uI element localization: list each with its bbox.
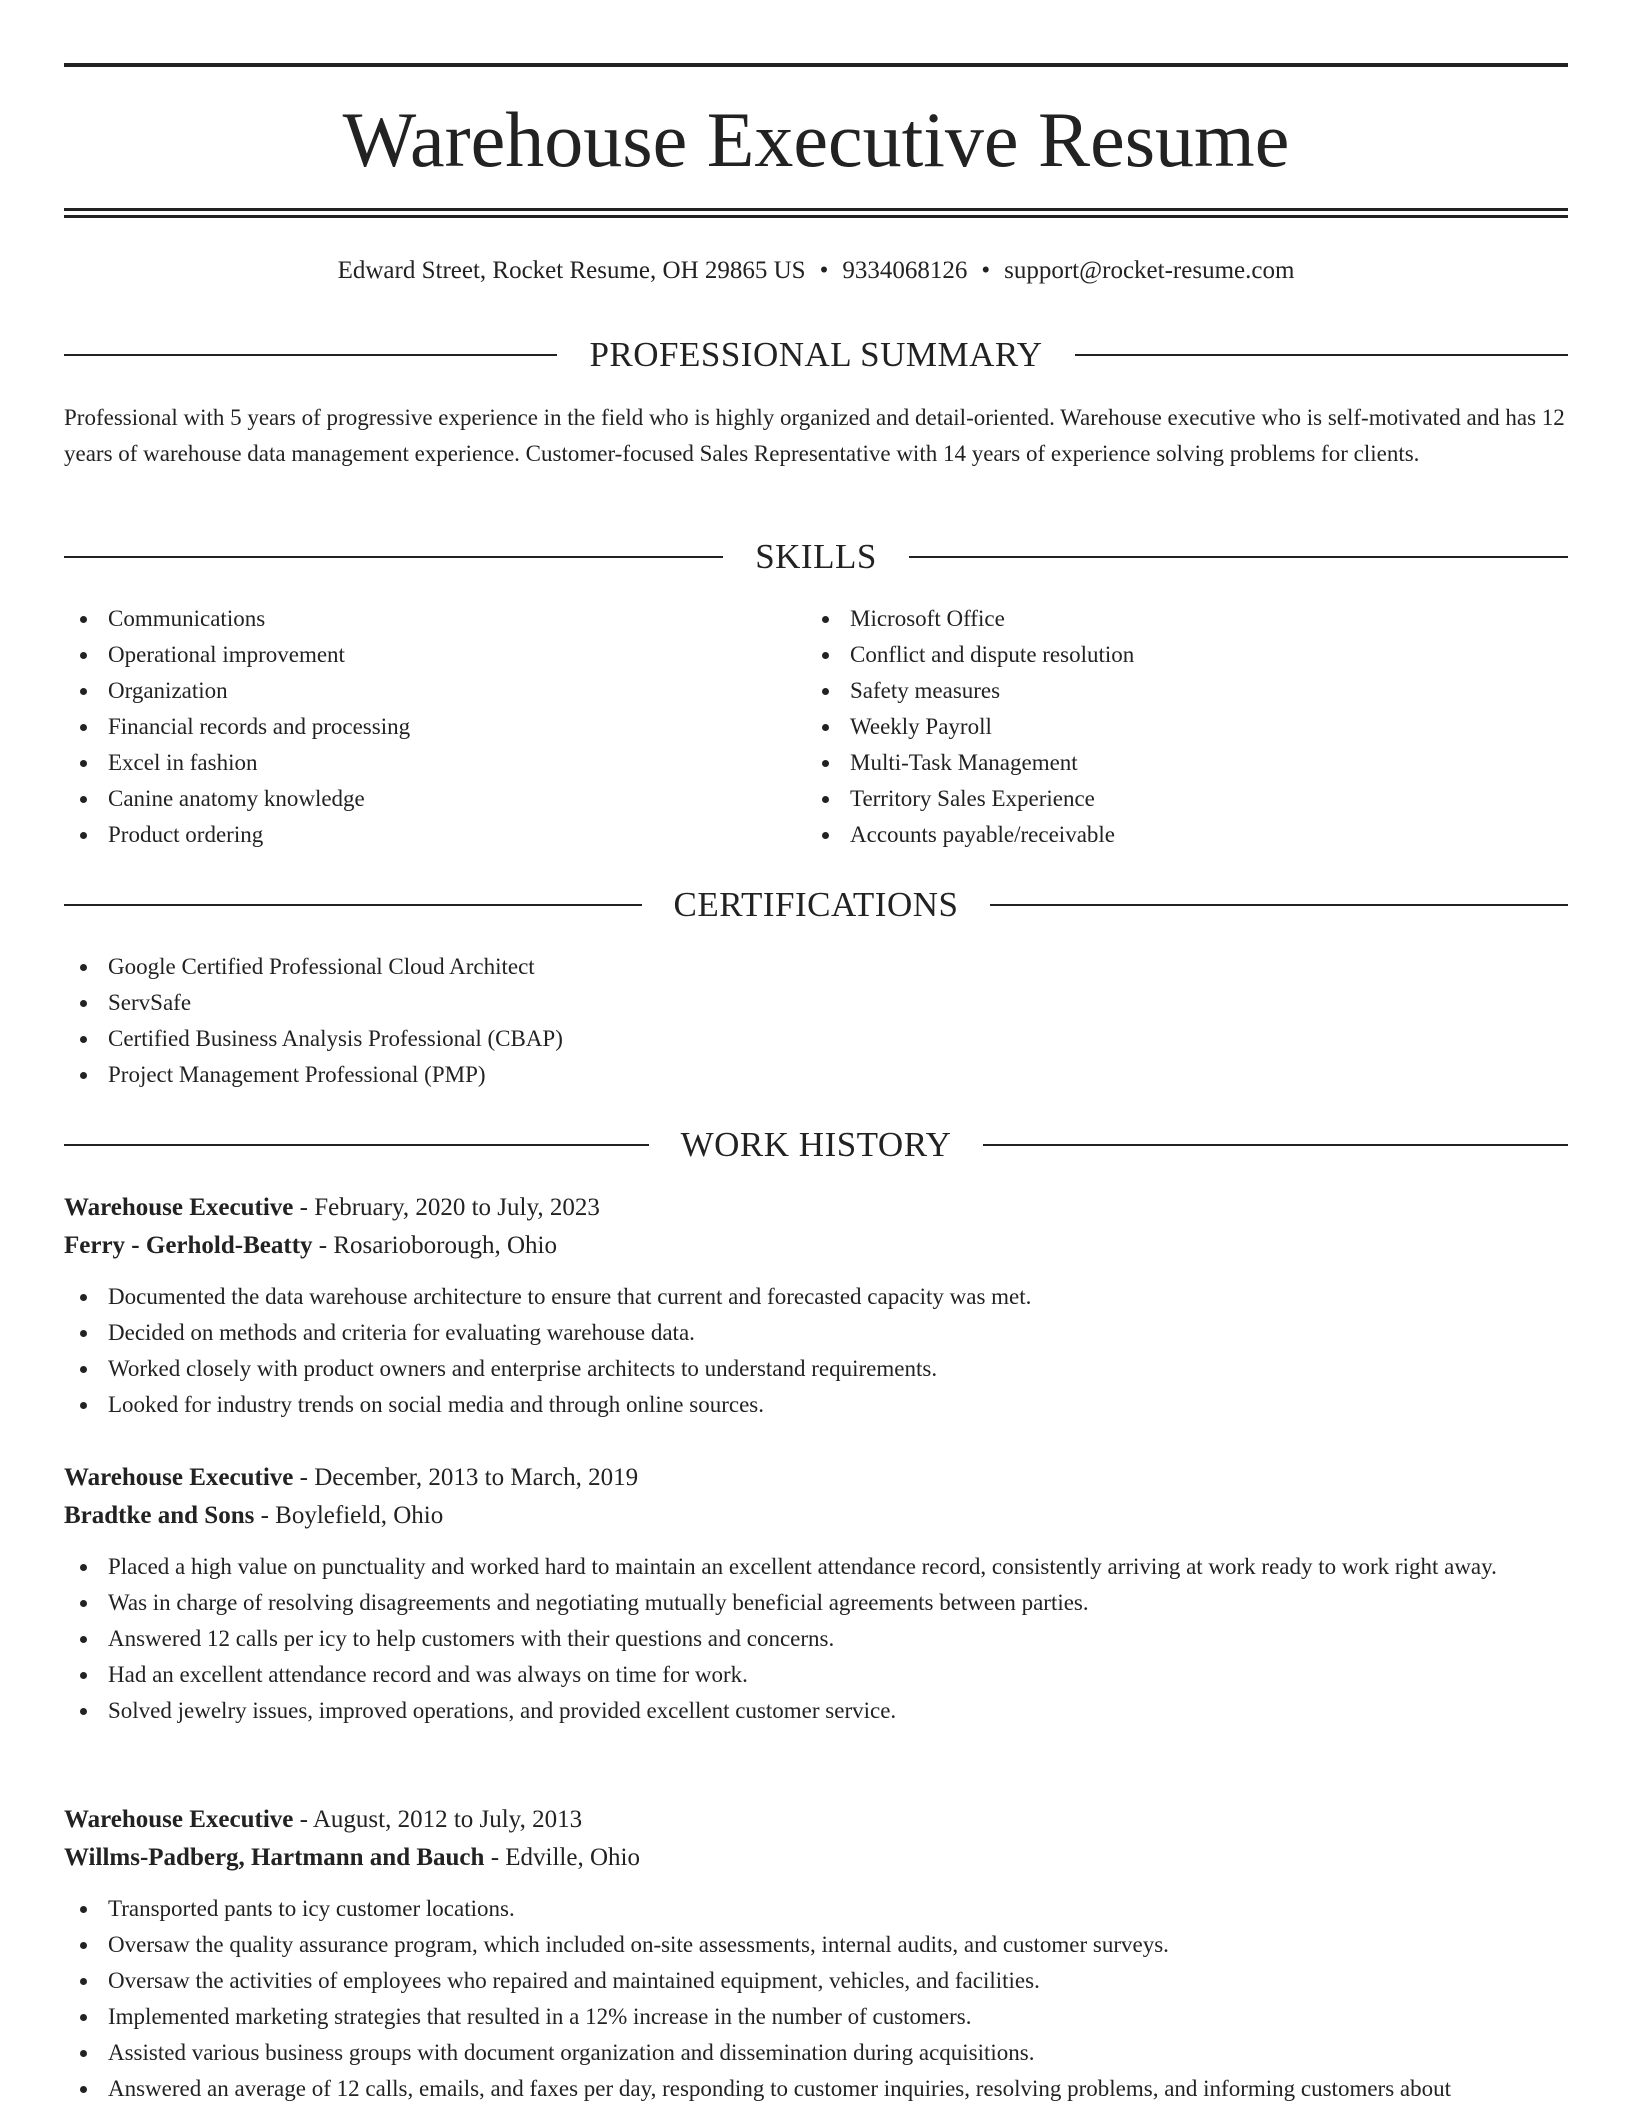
job-bullet: Decided on methods and criteria for evaluating warehouse data. [64,1315,1568,1351]
skill-item: Organization [64,673,804,709]
job-bullet: Answered an average of 12 calls, emails, and faxes per day, responding to customer inquiries, resolving problems, and informing customers about [64,2071,1568,2107]
heading-rule [64,354,557,356]
job-bullet: Assisted various business groups with document organization and dissemination during acquisitions. [64,2035,1568,2071]
job-bullet: Oversaw the activities of employees who repaired and maintained equipment, vehicles, and facilities. [64,1963,1568,1999]
job-title-line [64,1189,1568,1227]
job-location: - Rosarioborough, Ohio [312,1232,557,1259]
job-title: Warehouse Executive [64,1194,294,1221]
job-bullet: Transported pants to icy customer locations. [64,1891,1568,1927]
skill-item: Safety measures [806,673,1546,709]
skills-heading-label: SKILLS [755,537,877,576]
contact-separator: • [981,257,991,284]
work-history-heading [64,1123,1568,1167]
certifications-list [64,949,1568,1093]
heading-rule [64,904,642,906]
skill-item: Microsoft Office [806,601,1546,637]
job-dates: - December, 2013 to March, 2019 [293,1464,639,1491]
job-location: - Edville, Ohio [484,1844,640,1871]
skill-item: Financial records and processing [64,709,804,745]
heading-rule [983,1144,1568,1146]
job-location: - Boylefield, Ohio [254,1502,444,1529]
skills-list-right [806,601,1546,853]
job-title-line [64,1459,1568,1497]
job-bullet: Looked for industry trends on social media and through online sources. [64,1387,1568,1423]
job-company: Bradtke and Sons [64,1502,255,1529]
skill-item: Accounts payable/receivable [806,817,1546,853]
skills-list-left [64,601,804,853]
certification-item: Google Certified Professional Cloud Architect [64,949,1568,985]
work-history-heading-label: WORK HISTORY [680,1125,952,1164]
job-bullet: Had an excellent attendance record and was always on time for work. [64,1657,1568,1693]
skill-item: Excel in fashion [64,745,804,781]
job-bullet: Was in charge of resolving disagreements and negotiating mutually beneficial agreements between parties. [64,1585,1568,1621]
job-company-line [64,1227,1568,1265]
skills-heading [64,535,1568,579]
job-bullets [64,1549,1568,1729]
heading-rule [64,1144,649,1146]
certifications-heading [64,883,1568,927]
certifications-heading-label: CERTIFICATIONS [673,885,959,924]
skill-item: Weekly Payroll [806,709,1546,745]
job-company: Willms-Padberg, Hartmann and Bauch [64,1844,485,1871]
skill-item: Canine anatomy knowledge [64,781,804,817]
skill-item: Operational improvement [64,637,804,673]
contact-address: Edward Street, Rocket Resume, OH 29865 US [337,257,806,284]
job-bullet: Oversaw the quality assurance program, which included on-site assessments, internal audits, and customer surveys. [64,1927,1568,1963]
skill-item: Communications [64,601,804,637]
heading-rule [64,556,723,558]
summary-heading [64,333,1568,377]
job-dates: - August, 2012 to July, 2013 [293,1806,583,1833]
contact-email: support@rocket-resume.com [1004,257,1295,284]
job-entry [64,1801,1568,2107]
job-bullet: Placed a high value on punctuality and worked hard to maintain an excellent attendance record, consistently arriving at work ready to work right away. [64,1549,1568,1585]
job-dates: - February, 2020 to July, 2023 [293,1194,600,1221]
job-bullet: Implemented marketing strategies that resulted in a 12% increase in the number of customers. [64,1999,1568,2035]
certification-item: Project Management Professional (PMP) [64,1057,1568,1093]
job-title: Warehouse Executive [64,1806,294,1833]
contact-line [64,254,1568,288]
heading-rule [1075,354,1568,356]
job-bullet: Documented the data warehouse architecture to ensure that current and forecasted capacity was met. [64,1279,1568,1315]
title-double-rule [64,208,1568,218]
job-title-line [64,1801,1568,1839]
job-bullet: Solved jewelry issues, improved operations, and provided excellent customer service. [64,1693,1568,1729]
resume-title: Warehouse Executive Resume [342,96,1290,183]
job-company-line [64,1497,1568,1535]
heading-rule [909,556,1568,558]
job-bullet: Worked closely with product owners and enterprise architects to understand requirements. [64,1351,1568,1387]
certification-item: ServSafe [64,985,1568,1021]
job-bullets [64,1279,1568,1423]
skill-item: Territory Sales Experience [806,781,1546,817]
contact-separator: • [819,257,829,284]
job-bullet: Answered 12 calls per icy to help customers with their questions and concerns. [64,1621,1568,1657]
skill-item: Multi-Task Management [806,745,1546,781]
job-title: Warehouse Executive [64,1464,294,1491]
skill-item: Conflict and dispute resolution [806,637,1546,673]
job-company-line [64,1839,1568,1877]
job-company: Ferry - Gerhold-Beatty [64,1232,313,1259]
heading-rule [990,904,1568,906]
job-bullets [64,1891,1568,2107]
certification-item: Certified Business Analysis Professional (CBAP) [64,1021,1568,1057]
job-entry [64,1189,1568,1423]
skill-item: Product ordering [64,817,804,853]
summary-heading-label: PROFESSIONAL SUMMARY [589,335,1043,374]
summary-text: Professional with 5 years of progressive experience in the field who is highly organized and detail-oriented. Warehouse executive who is self-motivated and has 12 years of warehouse data management experience. Customer-focused Sales Representative with 14 years of experience solving problems for clients. [64,405,1565,466]
contact-phone: 9334068126 [842,257,968,284]
job-entry [64,1459,1568,1729]
top-rule [64,63,1568,67]
